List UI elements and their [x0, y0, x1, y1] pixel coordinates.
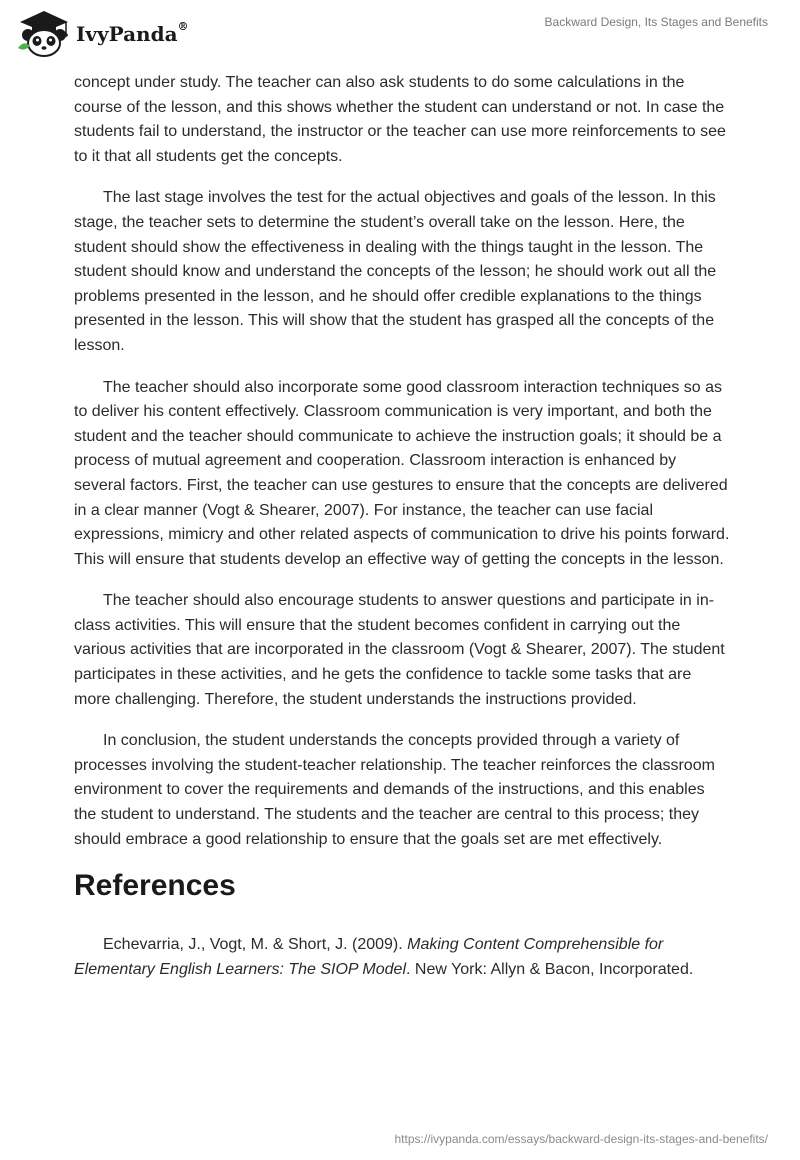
page-header — [0, 0, 800, 70]
ivypanda-logo[interactable] — [14, 8, 189, 58]
references-heading: References — [74, 869, 236, 903]
essay-body — [74, 71, 730, 982]
panda-graduate-icon — [14, 8, 72, 58]
reference-authors: Echevarria, J., Vogt, M. & Short, J. (2009). — [103, 936, 408, 954]
reference-title: Making Content Comprehensible for Elementary English Learners: The SIOP Model — [74, 936, 664, 978]
paragraph: In conclusion, the student understands the concepts provided through a variety of processes involving the student-teacher relationship. The teacher reinforces the classroom environment to cover the requirements and demands of the instructions, and this enables the student to understand. The students and the teacher are central to this process; they should embrace a good relationship to ensure that the goals set are met effectively. — [74, 732, 715, 848]
logo-wordmark: IvyPanda® — [76, 20, 189, 46]
paragraph: concept under study. The teacher can also ask students to do some calculations in the course of the lesson, and this shows whether the student can understand or not. In case the students fail to understand, the instructor or the teacher can use more reinforcements to see to it that all students get the concepts. — [74, 74, 726, 165]
document-title: Backward Design, Its Stages and Benefits — [544, 15, 768, 29]
paragraph: The teacher should also encourage students to answer questions and participate in in-class activities. This will ensure that the student becomes confident in carrying out the various activities that are incorporated in the classroom (Vogt & Shearer, 2007). The student participates in these activities, and he gets the confidence to tackle some tasks that are more challenging. Therefore, the student understands the instructions provided. — [74, 592, 725, 708]
reference-entry — [74, 933, 730, 982]
source-url[interactable]: https://ivypanda.com/essays/backward-design-its-stages-and-benefits/ — [394, 1132, 768, 1146]
paragraph: The last stage involves the test for the actual objectives and goals of the lesson. In this stage, the teacher sets to determine the student’s overall take on the lesson. Here, the student should show the effectiveness in dealing with the things taught in the lesson. The student should know and understand the concepts of the lesson; he should work out all the problems presented in the lesson, and he should offer credible explanations to the things presented in the lesson. This will show that the student has grasped all the concepts of the lesson. — [74, 189, 717, 354]
reference-publisher: . New York: Allyn & Bacon, Incorporated. — [406, 960, 694, 978]
paragraph: The teacher should also incorporate some good classroom interaction techniques so as to deliver his content effectively. Classroom communication is very important, and both the student and the teacher should communicate to achieve the instruction goals; it should be a process of mutual agreement and cooperation. Classroom interaction is enhanced by several factors. First, the teacher can use gestures to ensure that the concepts are delivered in a clear manner (Vogt & Shearer, 2007). For instance, the teacher can use facial expressions, mimicry and other related aspects of communication to drive his points forward. This will ensure that students develop an effective way of getting the concepts in the lesson. — [74, 378, 730, 568]
